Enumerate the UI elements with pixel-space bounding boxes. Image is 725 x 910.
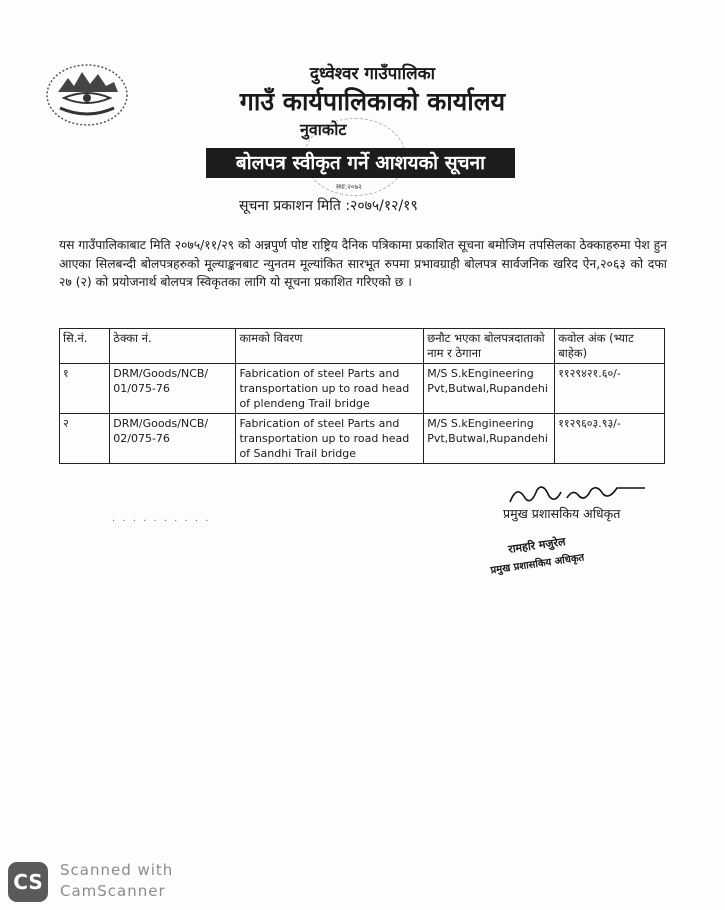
cell-sn: १ — [60, 364, 110, 414]
place-name: नुवाकोट — [300, 120, 347, 139]
signatory-title: प्रमुख प्रशासकिय अधिकृत — [503, 506, 621, 521]
col-sn: सि.नं. — [60, 329, 110, 364]
watermark-line2: CamScanner — [60, 882, 166, 900]
col-amount: कवोल अंक (भ्याट बाहेक) — [555, 329, 665, 364]
table-header-row — [60, 329, 665, 364]
camscanner-watermark — [60, 860, 173, 902]
stamp-date: स्था:२०७२ — [336, 183, 362, 191]
cell-sn: २ — [60, 414, 110, 464]
camscanner-logo-icon: CS — [8, 862, 48, 902]
table-row — [60, 414, 665, 464]
col-description: कामको विवरण — [236, 329, 424, 364]
cell-description: Fabrication of steel Parts and transportation up to road head of Sandhi Trail bridge — [236, 414, 424, 464]
cell-bidder: M/S S.kEngineering Pvt,Butwal,Rupandehi — [424, 414, 555, 464]
watermark-line1: Scanned with — [60, 861, 174, 879]
notice-body: यस गाउँपालिकाबाट मिति २०७५/११/२९ को अन्नपुर्ण पोष्ट राष्ट्रिय दैनिक पत्रिकामा प्रकाशित सूचना बमोजिम तपसिलका ठेक्काहरुमा पेश हुन आएका सिलबन्दी बोलपत्रहरुको मूल्याङ्कनबाट न्युनतम मूल्यांकित सारभूत रुपमा प्रभावग्राही बोलपत्र सार्वजनिक खरिद ऐन,२०६३ को दफा २७ (२) को प्रयोजनार्थ बोलपत्र स्विकृतका लागि यो सूचना प्रकाशित गरिएको छ । — [59, 238, 667, 289]
table-row — [60, 364, 665, 414]
col-bidder: छनौट भएका बोलपत्रदाताको नाम र ठेगाना — [424, 329, 555, 364]
cell-contract-no: DRM/Goods/NCB/ 02/075-76 — [110, 414, 236, 464]
notice-banner: बोलपत्र स्वीकृत गर्ने आशयको सूचना — [206, 148, 515, 178]
cell-amount: ११२९६०३.९३/- — [555, 414, 665, 464]
col-contract-no: ठेक्का नं. — [110, 329, 236, 364]
seal-name: रामहरि मजुरेल — [507, 535, 567, 556]
cell-contract-no: DRM/Goods/NCB/ 01/075-76 — [110, 364, 236, 414]
cell-amount: ११२९४२१.६०/- — [555, 364, 665, 414]
cell-bidder: M/S S.kEngineering Pvt,Butwal,Rupandehi — [424, 364, 555, 414]
contract-table — [59, 328, 665, 464]
seal-title: प्रमुख प्रशासकिय अधिकृत — [489, 552, 585, 577]
publication-date: सूचना प्रकाशन मिति :२०७५/१२/१९ — [239, 198, 418, 214]
cell-description: Fabrication of steel Parts and transportation up to road head of plendeng Trail bridge — [236, 364, 424, 414]
municipality-name: दुध्वेश्वर गाउँपालिका — [309, 64, 436, 84]
faint-dots: · · · · · · · · · · — [112, 516, 211, 527]
office-title: गाउँ कार्यपालिकाको कार्यालय — [239, 87, 506, 116]
